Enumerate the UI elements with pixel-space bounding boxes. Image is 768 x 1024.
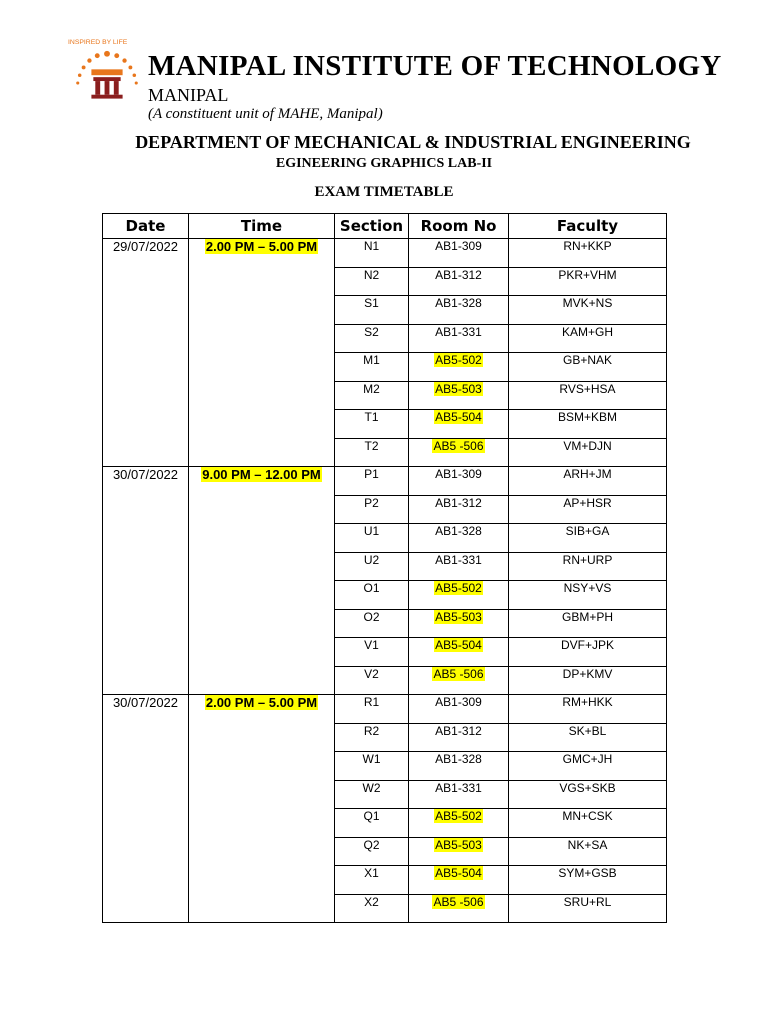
room-number: AB1-309 [435,239,482,253]
table-header-row [103,214,667,239]
room-number: AB1-331 [435,324,482,339]
section-cell: V1 [335,638,409,667]
column-header-date: Date [103,214,189,239]
timetable-body [103,239,667,923]
faculty-cell: DVF+JPK [509,638,667,667]
faculty-cell: RN+URP [509,552,667,581]
room-cell [409,524,509,553]
room-cell [409,552,509,581]
faculty-cell: NSY+VS [509,581,667,610]
faculty-cell: KAM+GH [509,324,667,353]
section-cell: T1 [335,410,409,439]
department-title: DEPARTMENT OF MECHANICAL & INDUSTRIAL ENGINEERING [135,132,691,152]
exam-time: 2.00 PM – 5.00 PM [205,239,318,254]
faculty-cell: RM+HKK [509,695,667,724]
section-cell: O1 [335,581,409,610]
section-cell: X1 [335,866,409,895]
section-cell: V2 [335,666,409,695]
room-number: AB1-331 [435,552,482,567]
room-cell [409,666,509,695]
room-number: AB5-503 [435,837,482,852]
room-cell [409,239,509,268]
section-cell: S1 [335,296,409,325]
room-cell [409,324,509,353]
faculty-cell: GB+NAK [509,353,667,382]
section-cell: P2 [335,495,409,524]
faculty-cell: GBM+PH [509,609,667,638]
section-cell: U1 [335,524,409,553]
faculty-cell: VGS+SKB [509,780,667,809]
room-cell [409,438,509,467]
room-number: AB1-328 [435,524,482,538]
room-number: AB5 -506 [433,666,484,681]
room-cell [409,495,509,524]
faculty-cell: GMC+JH [509,752,667,781]
faculty-cell: DP+KMV [509,666,667,695]
room-cell [409,267,509,296]
institute-city: MANIPAL [148,85,229,105]
faculty-cell: SIB+GA [509,524,667,553]
faculty-cell: ARH+JM [509,467,667,496]
faculty-cell: AP+HSR [509,495,667,524]
section-cell: M1 [335,353,409,382]
exam-date: 29/07/2022 [103,239,189,467]
section-cell: O2 [335,609,409,638]
logo-motto: INSPIRED BY LIFE [68,39,128,46]
faculty-cell: NK+SA [509,837,667,866]
room-number: AB1-309 [435,695,482,709]
exam-time-cell [189,695,335,923]
room-number: AB1-328 [435,296,482,310]
section-cell: W2 [335,780,409,809]
mit-logo-icon [68,39,146,122]
room-cell [409,837,509,866]
exam-timetable-table [102,213,667,923]
exam-time: 9.00 PM – 12.00 PM [202,467,321,482]
room-number: AB5-504 [435,410,482,424]
room-number: AB1-309 [435,467,482,481]
room-cell [409,609,509,638]
room-number: AB5-503 [435,609,482,624]
faculty-cell: SYM+GSB [509,866,667,895]
exam-time: 2.00 PM – 5.00 PM [205,695,318,710]
room-cell [409,381,509,410]
room-number: AB5-502 [435,581,482,595]
section-cell: R1 [335,695,409,724]
faculty-cell: PKR+VHM [509,267,667,296]
section-cell: S2 [335,324,409,353]
room-number: AB1-328 [435,752,482,766]
room-cell [409,695,509,724]
section-cell: U2 [335,552,409,581]
room-number: AB1-331 [435,780,482,795]
exam-date: 30/07/2022 [103,695,189,923]
room-number: AB1-312 [435,723,482,738]
faculty-cell: SK+BL [509,723,667,752]
room-cell [409,752,509,781]
room-number: AB5 -506 [433,438,484,453]
section-cell: Q2 [335,837,409,866]
faculty-cell: RN+KKP [509,239,667,268]
faculty-cell: SRU+RL [509,894,667,923]
room-cell [409,467,509,496]
table-row [103,695,667,724]
table-row [103,239,667,268]
faculty-cell: MVK+NS [509,296,667,325]
lab-title: EGINEERING GRAPHICS LAB-II [275,156,493,171]
section-cell: N1 [335,239,409,268]
table-row [103,467,667,496]
column-header-faculty: Faculty [509,214,667,239]
section-cell: M2 [335,381,409,410]
room-number: AB5-503 [435,381,482,396]
faculty-cell: VM+DJN [509,438,667,467]
column-header-room: Room No [409,214,509,239]
room-number: AB5 -506 [433,894,484,909]
section-cell: T2 [335,438,409,467]
room-cell [409,296,509,325]
room-cell [409,894,509,923]
section-cell: Q1 [335,809,409,838]
room-cell [409,638,509,667]
institute-subtitle: (A constituent unit of MAHE, Manipal) [148,106,383,122]
column-header-section: Section [335,214,409,239]
room-number: AB5-502 [435,809,482,823]
exam-date: 30/07/2022 [103,467,189,695]
column-header-time: Time [189,214,335,239]
section-cell: R2 [335,723,409,752]
room-cell [409,809,509,838]
room-cell [409,723,509,752]
institute-header [68,39,722,122]
room-number: AB1-312 [435,267,482,282]
exam-timetable-title: EXAM TIMETABLE [314,184,454,200]
faculty-cell: MN+CSK [509,809,667,838]
room-number: AB5-504 [435,638,482,652]
room-cell [409,410,509,439]
room-number: AB5-504 [435,866,482,880]
section-cell: P1 [335,467,409,496]
room-cell [409,581,509,610]
exam-time-cell [189,239,335,467]
room-number: AB5-502 [435,353,482,367]
faculty-cell: BSM+KBM [509,410,667,439]
exam-time-cell [189,467,335,695]
institute-name: MANIPAL INSTITUTE OF TECHNOLOGY [148,50,722,82]
section-cell: N2 [335,267,409,296]
room-cell [409,866,509,895]
section-cell: W1 [335,752,409,781]
faculty-cell: RVS+HSA [509,381,667,410]
room-cell [409,353,509,382]
room-number: AB1-312 [435,495,482,510]
room-cell [409,780,509,809]
section-cell: X2 [335,894,409,923]
